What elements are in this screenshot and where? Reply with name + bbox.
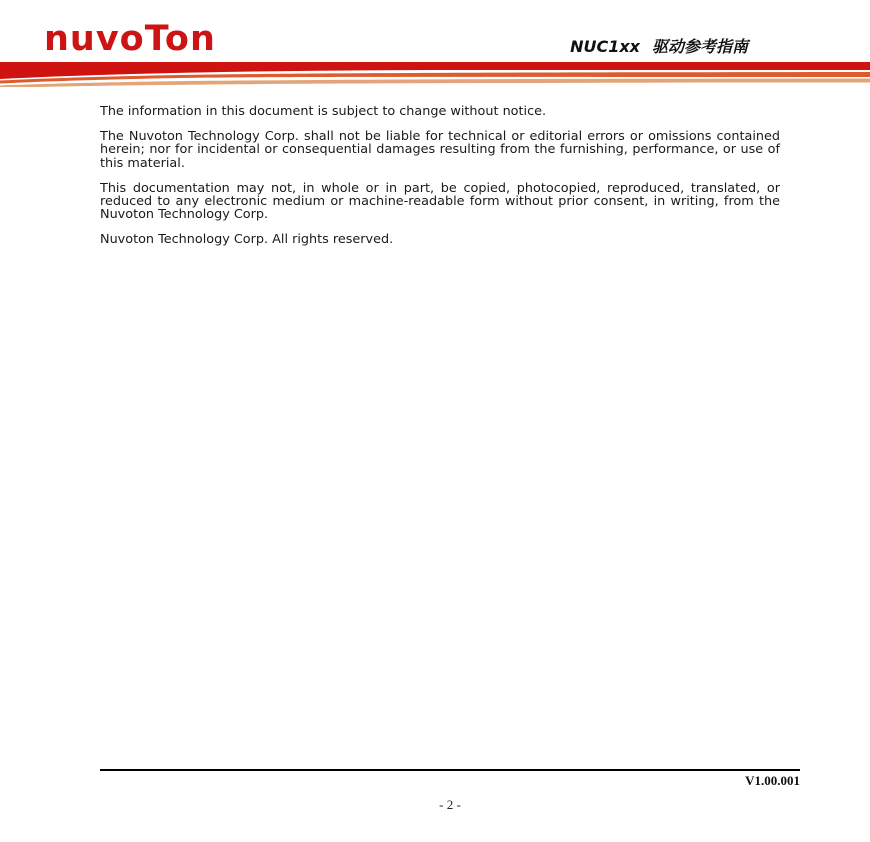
document-title-cjk: 驱动参考指南: [651, 37, 748, 56]
banner-peach-band: [0, 79, 870, 88]
nuvoton-logo: nuvoTon: [44, 19, 216, 59]
legal-paragraph: The Nuvoton Technology Corp. shall not be liable for technical or editorial errors or omissions contained herein; nor for incidental or consequential damages resulting from the furnishing, performance, or use of this material.: [100, 129, 780, 171]
legal-paragraph: The information in this document is subject to change without notice.: [100, 104, 547, 119]
page-number: - 2 -: [439, 797, 461, 812]
header-banner-graphic: [0, 61, 870, 87]
legal-paragraph: Nuvoton Technology Corp. All rights reserved.: [100, 232, 394, 248]
version-number: V1.00.001: [745, 773, 800, 788]
footer-divider: [100, 769, 800, 771]
legal-paragraph: This documentation may not, in whole or in part, be copied, photocopied, reproduced, translated, or reduced to any electronic medium or machine-readable form without prior consent, in writing, from the Nuvoton Technology Corp.: [100, 180, 780, 223]
document-title: [570, 39, 748, 55]
legal-text-block: [100, 105, 780, 247]
document-title-latin: NUC1xx: [570, 37, 640, 56]
